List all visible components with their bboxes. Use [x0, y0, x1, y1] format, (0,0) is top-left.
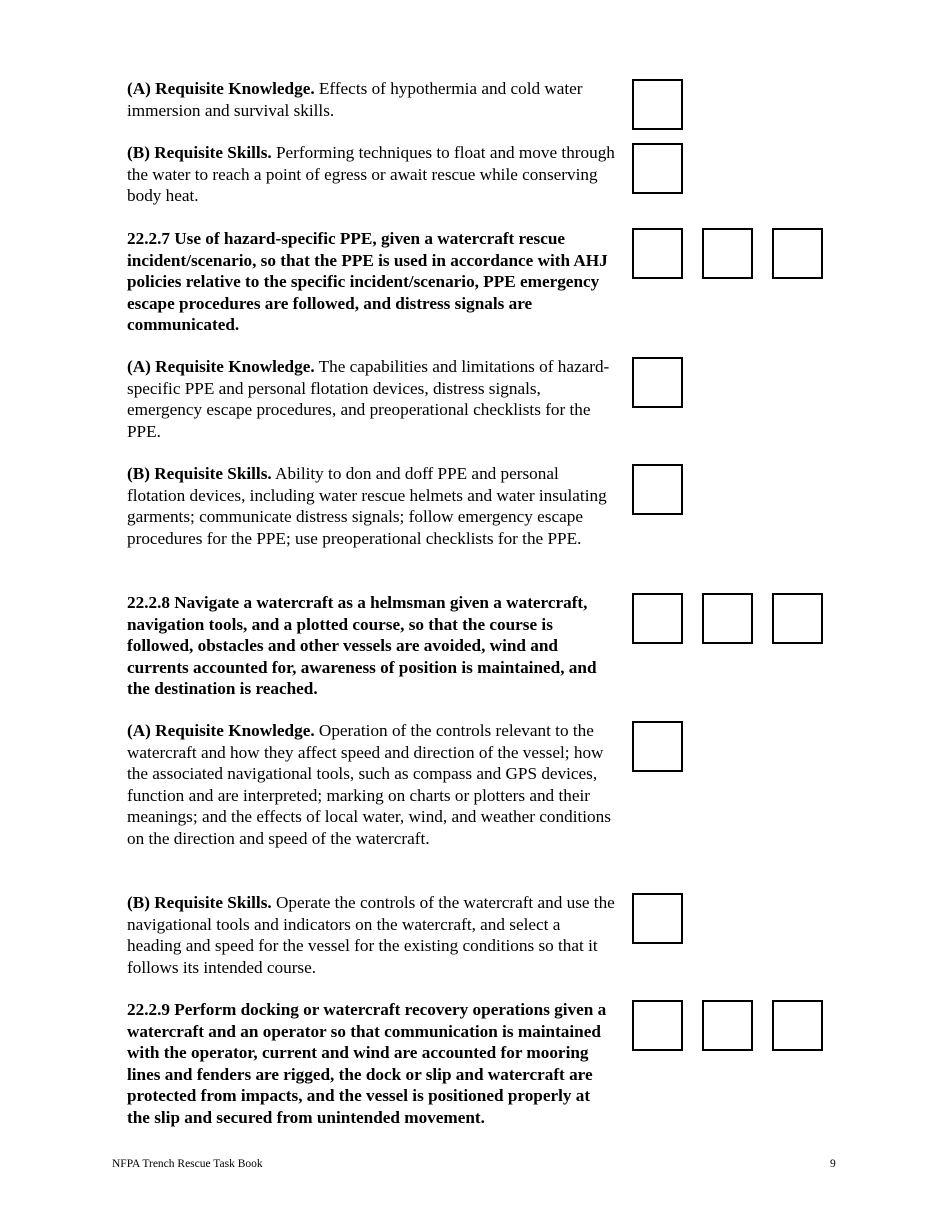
item-7-text: (A) Requisite Knowledge. Operation of the controls relevant to the watercraft and how they affect speed and direction of the vessel; how the associated navigational tools, such as compass and GPS devices, function and are interpreted; marking on charts or plotters and their meanings; and the effects of local water, wind, and weather conditions on the direction and speed of the watercraft.: [127, 721, 611, 848]
checkbox[interactable]: [632, 721, 683, 772]
item-4-label: (A) Requisite Knowledge.: [127, 357, 315, 376]
checkbox[interactable]: [702, 228, 753, 279]
standard-22-2-7: 22.2.7 Use of hazard-specific PPE, given a watercraft rescue incident/scenario, so that the PPE is used in accordance with AHJ policies relative to the specific incident/scenario, PPE emergency escape procedures are followed, and distress signals are communicated.: [127, 229, 608, 334]
checkbox[interactable]: [702, 593, 753, 644]
item-8-label: (B) Requisite Skills.: [127, 893, 272, 912]
item-5-text: (B) Requisite Skills. Ability to don and doff PPE and personal flotation devices, including water rescue helmets and water insulating garments; communicate distress signals; follow emergency escape procedures for the PPE; use preoperational checklists for the PPE.: [127, 464, 607, 548]
item-7-label: (A) Requisite Knowledge.: [127, 721, 315, 740]
checkbox[interactable]: [632, 357, 683, 408]
checkbox[interactable]: [772, 1000, 823, 1051]
footer-title: NFPA Trench Rescue Task Book: [112, 1158, 263, 1170]
checkbox[interactable]: [632, 893, 683, 944]
item-8-text: (B) Requisite Skills. Operate the controls of the watercraft and use the navigational tools and indicators on the watercraft, and select a heading and speed for the vessel for the existing conditions so that it follows its intended course.: [127, 893, 615, 977]
item-4-text: (A) Requisite Knowledge. The capabilities and limitations of hazard-specific PPE and personal flotation devices, distress signals, emergency escape procedures, and preoperational checklists for the PPE.: [127, 357, 610, 441]
item-2-text: (B) Requisite Skills. Performing techniques to float and move through the water to reach a point of egress or await rescue while conserving body heat.: [127, 143, 615, 205]
checkbox[interactable]: [772, 228, 823, 279]
item-5-label: (B) Requisite Skills.: [127, 464, 272, 483]
checkbox[interactable]: [632, 1000, 683, 1051]
checkbox[interactable]: [632, 228, 683, 279]
item-2-label: (B) Requisite Skills.: [127, 143, 272, 162]
checkbox[interactable]: [632, 79, 683, 130]
standard-22-2-9: 22.2.9 Perform docking or watercraft recovery operations given a watercraft and an operator so that communication is maintained with the operator, current and wind are accounted for mooring lines and fenders are rigged, the dock or slip and watercraft are protected from impacts, and the vessel is positioned properly at the slip and secured from unintended movement.: [127, 1000, 607, 1127]
checkbox[interactable]: [772, 593, 823, 644]
checkbox[interactable]: [632, 464, 683, 515]
standard-22-2-8: 22.2.8 Navigate a watercraft as a helmsman given a watercraft, navigation tools, and a plotted course, so that the course is followed, obstacles and other vessels are avoided, wind and currents accounted for, awareness of position is maintained, and the destination is reached.: [127, 593, 597, 698]
checkbox[interactable]: [632, 143, 683, 194]
item-1-label: (A) Requisite Knowledge.: [127, 79, 315, 98]
page-number: 9: [830, 1158, 836, 1170]
checkbox[interactable]: [632, 593, 683, 644]
item-1-text: (A) Requisite Knowledge. Effects of hypothermia and cold water immersion and survival skills.: [127, 79, 583, 120]
checkbox[interactable]: [702, 1000, 753, 1051]
